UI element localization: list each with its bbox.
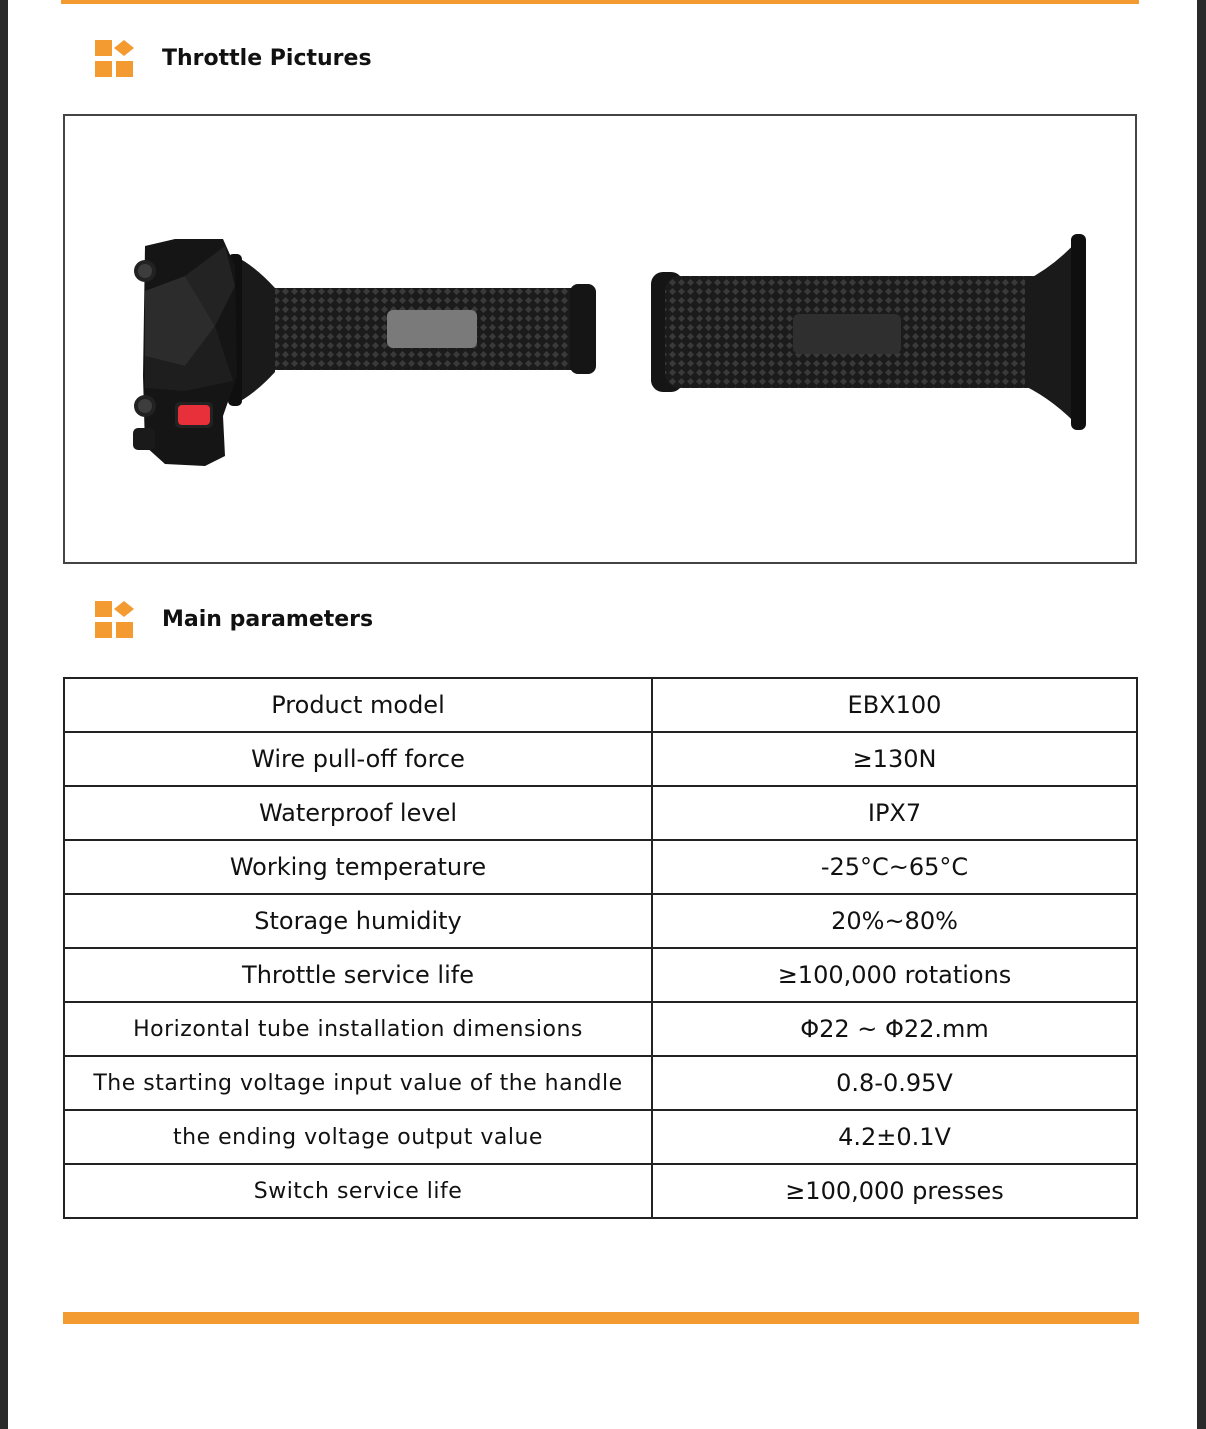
param-value: ≥100,000 presses [652,1164,1137,1218]
throttle-photo-frame [63,114,1137,564]
table-row [64,678,1137,732]
param-value: IPX7 [652,786,1137,840]
parameters-table [63,677,1138,1219]
right-plain-grip [651,234,1086,430]
table-row [64,948,1137,1002]
param-label: Working temperature [64,840,652,894]
param-value: ≥130N [652,732,1137,786]
param-label: Storage humidity [64,894,652,948]
param-label: Wire pull-off force [64,732,652,786]
param-label: the ending voltage output value [64,1110,652,1164]
table-row [64,1056,1137,1110]
table-row [64,1164,1137,1218]
table-row [64,840,1137,894]
param-value: -25°C~65°C [652,840,1137,894]
bottom-accent-bar [63,1312,1139,1324]
table-row [64,1002,1137,1056]
left-throttle-grip [133,239,596,466]
orange-blocks-icon [95,40,135,80]
section-title: Throttle Pictures [162,46,372,71]
param-value: 4.2±0.1V [652,1110,1137,1164]
param-label: The starting voltage input value of the handle [64,1056,652,1110]
param-label: Horizontal tube installation dimensions [64,1002,652,1056]
param-label: Waterproof level [64,786,652,840]
top-accent-bar [61,0,1139,4]
param-value: 0.8-0.95V [652,1056,1137,1110]
param-value: ≥100,000 rotations [652,948,1137,1002]
param-label: Product model [64,678,652,732]
table-row [64,786,1137,840]
table-row [64,894,1137,948]
param-value: EBX100 [652,678,1137,732]
throttle-photo [65,116,1135,562]
spec-page [8,0,1197,1429]
param-value: Φ22 ~ Φ22.mm [652,1002,1137,1056]
param-label: Switch service life [64,1164,652,1218]
table-row [64,732,1137,786]
orange-blocks-icon [95,601,135,641]
param-value: 20%~80% [652,894,1137,948]
table-row [64,1110,1137,1164]
section-title: Main parameters [162,607,374,632]
param-label: Throttle service life [64,948,652,1002]
